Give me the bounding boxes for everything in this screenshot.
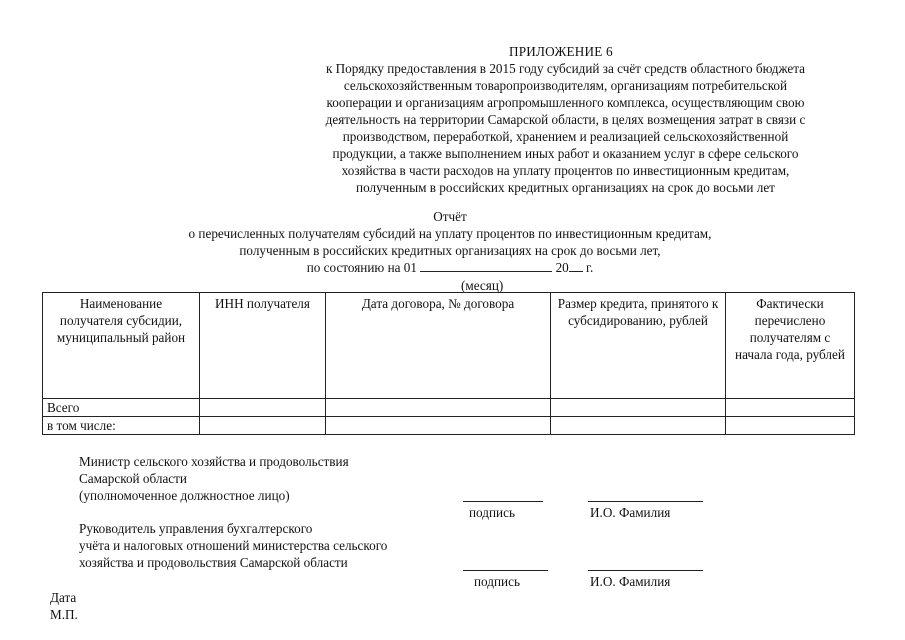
report-date-year: 20	[555, 260, 569, 275]
appendix-line: сельскохозяйственным товаропроизводителям, организациям потребительской	[343, 78, 788, 93]
accounting-name-line[interactable]	[588, 570, 703, 571]
report-subtitle-line: полученным в российских кредитных организациях на срок до восьми лет,	[239, 243, 661, 258]
appendix-line: полученным в российских кредитных организациях на срок до восьми лет	[356, 180, 775, 195]
accounting-head-title	[79, 520, 387, 571]
column-header-inn: ИНН получателя	[200, 293, 326, 399]
table-cell[interactable]	[200, 417, 326, 435]
accounting-title-line: хозяйства и продовольствия Самарской области	[79, 555, 348, 570]
table-cell[interactable]	[200, 399, 326, 417]
appendix-line: хозяйства в части расходов на уплату процентов по инвестиционным кредитам,	[341, 163, 790, 178]
appendix-title: ПРИЛОЖЕНИЕ 6	[509, 44, 613, 59]
minister-title-line: Самарской области	[79, 471, 187, 486]
report-date-line	[100, 259, 800, 276]
report-table	[42, 292, 855, 435]
table-cell[interactable]	[326, 417, 551, 435]
stamp-label: М.П.	[50, 607, 78, 622]
appendix-line: деятельность на территории Самарской области, в целях возмещения затрат в связи с	[325, 112, 806, 127]
signature-caption: подпись	[469, 505, 515, 520]
appendix-line: продукции, а также выполнением иных работ и оказанием услуг в сфере сельского	[332, 146, 799, 161]
table-cell[interactable]	[551, 399, 726, 417]
minister-title-line: (уполномоченное должностное лицо)	[79, 488, 290, 503]
date-label: Дата	[50, 590, 77, 605]
name-caption: И.О. Фамилия	[590, 505, 671, 520]
minister-name-line[interactable]	[588, 501, 703, 502]
appendix-description	[283, 60, 848, 196]
table-row	[43, 399, 855, 417]
column-header-credit-amount: Размер кредита, принятого к субсидированию, рублей	[551, 293, 726, 399]
column-header-recipient: Наименование получателя субсидии, муниципальный район	[43, 293, 200, 399]
column-header-contract: Дата договора, № договора	[326, 293, 551, 399]
name-caption: И.О. Фамилия	[590, 574, 671, 589]
minister-title-line: Министр сельского хозяйства и продовольствия	[79, 454, 349, 469]
table-row	[43, 417, 855, 435]
table-header-row	[43, 293, 855, 399]
appendix-line: кооперации и организациям агропромышленного комплекса, осуществляющим свою	[326, 95, 805, 110]
month-blank-field[interactable]	[420, 259, 552, 272]
table-cell[interactable]	[726, 399, 855, 417]
column-header-transferred: Фактически перечислено получателям с начала года, рублей	[726, 293, 855, 399]
table-cell[interactable]	[551, 417, 726, 435]
table-cell[interactable]	[726, 417, 855, 435]
report-date-prefix: по состоянию на 01	[306, 260, 417, 275]
report-heading: Отчёт	[433, 209, 467, 224]
report-date-suffix: г.	[586, 260, 594, 275]
signature-caption: подпись	[474, 574, 520, 589]
table-cell[interactable]: в том числе:	[43, 417, 200, 435]
month-caption: (месяц)	[461, 278, 504, 293]
appendix-line: производством, переработкой, хранением и реализацией сельскохозяйственной	[342, 129, 789, 144]
table-cell[interactable]	[326, 399, 551, 417]
year-blank-field[interactable]	[569, 259, 583, 272]
report-subtitle-line: о перечисленных получателям субсидий на уплату процентов по инвестиционным кредитам,	[188, 226, 712, 241]
appendix-line: к Порядку предоставления в 2015 году субсидий за счёт средств областного бюджета	[325, 61, 806, 76]
minister-signature-line[interactable]	[463, 501, 543, 502]
report-title-block	[100, 208, 800, 276]
table-cell[interactable]: Всего	[43, 399, 200, 417]
accounting-title-line: Руководитель управления бухгалтерского	[79, 521, 313, 536]
minister-title	[79, 453, 349, 504]
accounting-title-line: учёта и налоговых отношений министерства сельского	[79, 538, 388, 553]
accounting-signature-line[interactable]	[463, 570, 548, 571]
